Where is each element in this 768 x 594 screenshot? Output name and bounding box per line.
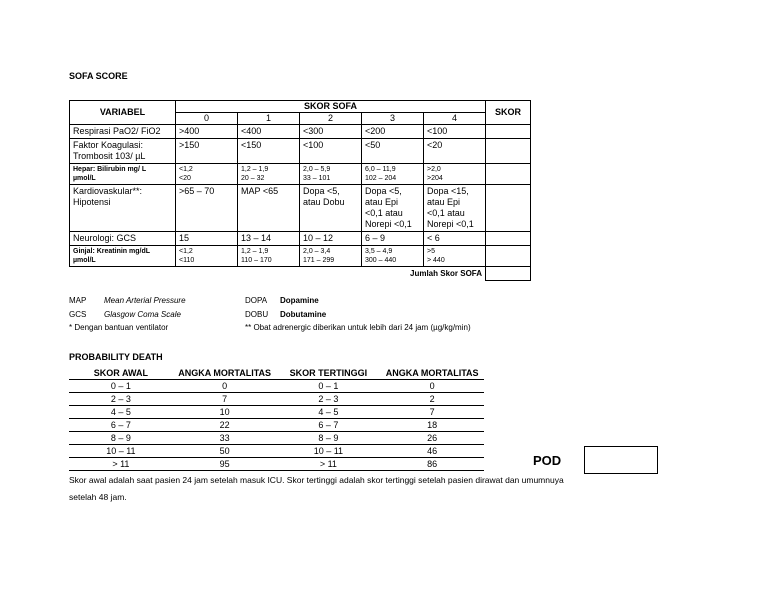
score-cell xyxy=(238,125,300,139)
probability-table xyxy=(69,367,484,471)
cell-line: Kardiovaskular**: xyxy=(73,186,143,196)
probability-title: PROBABILITY DEATH xyxy=(69,352,163,362)
sofa-title: SOFA SCORE xyxy=(69,71,128,81)
probability-cell: 8 – 9 xyxy=(277,432,381,445)
probability-cell: > 11 xyxy=(277,458,381,471)
probability-cell: 50 xyxy=(173,445,277,458)
cell-line: <150 xyxy=(241,140,262,150)
probability-cell: 4 – 5 xyxy=(277,406,381,419)
cell-line: 6,0 – 11,9 xyxy=(365,166,396,173)
skor-cell xyxy=(486,125,531,139)
cell-line: <20 xyxy=(179,175,191,182)
cell-line: Faktor Koagulasi: xyxy=(73,140,144,150)
probability-header: SKOR TERTINGGI xyxy=(277,367,381,380)
cell-line: atau Dobu xyxy=(303,197,345,207)
probability-row xyxy=(69,393,484,406)
probability-cell: > 11 xyxy=(69,458,173,471)
footnote: Skor awal adalah saat pasien 24 jam setelah masuk ICU. Skor tertinggi adalah skor tertinggi setelah pasien dirawat dan umumnuya setelah 48 jam. xyxy=(69,475,564,502)
variable-cell xyxy=(70,139,176,164)
score-cell xyxy=(238,139,300,164)
cell-line: 102 – 204 xyxy=(365,175,397,182)
header-variabel: VARIABEL xyxy=(70,101,176,125)
probability-header: ANGKA MORTALITAS xyxy=(173,367,277,380)
sofa-row xyxy=(70,246,531,267)
probability-cell: 18 xyxy=(380,419,484,432)
score-cell xyxy=(424,185,486,232)
cell-line: <50 xyxy=(365,140,381,150)
variable-cell xyxy=(70,232,176,246)
probability-cell: 0 – 1 xyxy=(277,380,381,393)
score-cell xyxy=(176,125,238,139)
cell-line: 1,2 – 1,9 xyxy=(241,248,269,255)
probability-cell: 0 – 1 xyxy=(69,380,173,393)
score-cell xyxy=(362,232,424,246)
score-cell xyxy=(362,246,424,267)
score-cell xyxy=(424,232,486,246)
score-cell xyxy=(300,164,362,185)
variable-cell xyxy=(70,164,176,185)
cell-line: 6 – 9 xyxy=(365,233,386,243)
score-cell xyxy=(424,139,486,164)
score-col-header: 2 xyxy=(300,113,362,125)
score-cell xyxy=(238,246,300,267)
probability-cell: 46 xyxy=(380,445,484,458)
skor-cell xyxy=(486,139,531,164)
pod-label: POD xyxy=(533,453,562,468)
probability-cell: 10 – 11 xyxy=(69,445,173,458)
cell-line: >204 xyxy=(427,175,443,182)
cell-line: <300 xyxy=(303,126,324,136)
probability-cell: 10 xyxy=(173,406,277,419)
cell-line: 1,2 – 1,9 xyxy=(241,166,269,173)
score-cell xyxy=(176,139,238,164)
sofa-row xyxy=(70,125,531,139)
cell-line: Respirasi PaO2/ FiO2 xyxy=(73,126,161,136)
probability-cell: 10 – 11 xyxy=(277,445,381,458)
probability-cell: 0 xyxy=(380,380,484,393)
cell-line: <1,2 xyxy=(179,248,193,255)
score-cell xyxy=(176,185,238,232)
score-cell xyxy=(238,232,300,246)
variable-cell xyxy=(70,125,176,139)
probability-cell: 2 – 3 xyxy=(69,393,173,406)
cell-line: Hepar: Bilirubin mg/ L xyxy=(73,166,147,173)
probability-cell: 7 xyxy=(380,406,484,419)
cell-line: >5 xyxy=(427,248,435,255)
cell-line: >2,0 xyxy=(427,166,441,173)
cell-line: Dopa <5, xyxy=(303,186,340,196)
score-cell xyxy=(362,164,424,185)
skor-cell xyxy=(486,164,531,185)
cell-line: Norepi <0,1 xyxy=(427,219,474,229)
cell-line: 110 – 170 xyxy=(241,257,272,264)
probability-cell: 26 xyxy=(380,432,484,445)
score-col-header: 3 xyxy=(362,113,424,125)
header-skor-sofa: SKOR SOFA xyxy=(176,101,486,113)
legend-ventilator-note: * Dengan bantuan ventilator xyxy=(69,323,169,332)
cell-line: 20 – 32 xyxy=(241,175,265,182)
cell-line: >150 xyxy=(179,140,200,150)
sofa-row xyxy=(70,185,531,232)
cell-line: Dopa <15, xyxy=(427,186,469,196)
legend-adrenergic-note: ** Obat adrenergic diberikan untuk lebih dari 24 jam (µg/kg/min) xyxy=(245,323,471,332)
sofa-score-table xyxy=(69,100,531,281)
cell-line: 2,0 – 3,4 xyxy=(303,248,331,255)
total-label: Jumlah Skor SOFA xyxy=(410,269,483,278)
variable-cell xyxy=(70,185,176,232)
header-skor: SKOR xyxy=(486,101,531,125)
skor-cell xyxy=(486,246,531,267)
legend-map-abbr: MAP xyxy=(69,296,87,305)
probability-cell: 2 – 3 xyxy=(277,393,381,406)
probability-row xyxy=(69,406,484,419)
cell-line: atau Epi xyxy=(427,197,461,207)
cell-line: MAP <65 xyxy=(241,186,279,196)
cell-line: 3,5 – 4,9 xyxy=(365,248,393,255)
cell-line: >400 xyxy=(179,126,200,136)
cell-line: Neurologi: GCS xyxy=(73,233,137,243)
cell-line: Ginjal: Kreatinin mg/dL xyxy=(73,248,151,255)
probability-header: SKOR AWAL xyxy=(69,367,173,380)
pod-input-box[interactable] xyxy=(584,446,658,474)
score-cell xyxy=(238,164,300,185)
cell-line: <0,1 atau xyxy=(427,208,465,218)
score-cell xyxy=(362,139,424,164)
probability-row xyxy=(69,458,484,471)
cell-line: <0,1 atau xyxy=(365,208,403,218)
probability-cell: 95 xyxy=(173,458,277,471)
probability-row xyxy=(69,445,484,458)
skor-cell xyxy=(486,185,531,232)
probability-row xyxy=(69,380,484,393)
probability-cell: 6 – 7 xyxy=(277,419,381,432)
cell-line: 13 – 14 xyxy=(241,233,272,243)
cell-line: Norepi <0,1 xyxy=(365,219,412,229)
score-cell xyxy=(362,125,424,139)
legend-gcs-abbr: GCS xyxy=(69,310,87,319)
score-col-header: 4 xyxy=(424,113,486,125)
cell-line: < 6 xyxy=(427,233,440,243)
score-cell xyxy=(300,125,362,139)
probability-row xyxy=(69,419,484,432)
cell-line: atau Epi xyxy=(365,197,399,207)
score-cell xyxy=(362,185,424,232)
skor-cell xyxy=(486,232,531,246)
probability-cell: 8 – 9 xyxy=(69,432,173,445)
cell-line: Dopa <5, xyxy=(365,186,402,196)
legend-map-text: Mean Arterial Pressure xyxy=(104,296,186,305)
probability-row xyxy=(69,432,484,445)
cell-line: <1,2 xyxy=(179,166,193,173)
cell-line: µmol/L xyxy=(73,257,96,264)
cell-line: 2,0 – 5,9 xyxy=(303,166,331,173)
cell-line: 15 xyxy=(179,233,190,243)
cell-line: <100 xyxy=(303,140,324,150)
score-cell xyxy=(424,246,486,267)
score-cell xyxy=(176,232,238,246)
score-cell xyxy=(176,164,238,185)
legend-gcs-text: Glasgow Coma Scale xyxy=(104,310,181,319)
probability-cell: 86 xyxy=(380,458,484,471)
probability-cell: 33 xyxy=(173,432,277,445)
sofa-row xyxy=(70,232,531,246)
legend-dobu-text: Dobutamine xyxy=(280,310,327,319)
score-cell xyxy=(300,232,362,246)
score-cell xyxy=(300,185,362,232)
cell-line: >65 – 70 xyxy=(179,186,215,196)
cell-line: <100 xyxy=(427,126,448,136)
score-cell xyxy=(238,185,300,232)
score-cell xyxy=(424,164,486,185)
cell-line: 300 – 440 xyxy=(365,257,397,264)
score-cell xyxy=(300,139,362,164)
probability-cell: 7 xyxy=(173,393,277,406)
sofa-row xyxy=(70,139,531,164)
cell-line: Trombosit 103/ µL xyxy=(73,151,146,161)
cell-line: Hipotensi xyxy=(73,197,111,207)
cell-line: <200 xyxy=(365,126,386,136)
cell-line: <400 xyxy=(241,126,262,136)
cell-line: <110 xyxy=(179,257,195,264)
score-cell xyxy=(300,246,362,267)
variable-cell xyxy=(70,246,176,267)
legend-dopa-abbr: DOPA xyxy=(245,296,268,305)
score-col-header: 1 xyxy=(238,113,300,125)
cell-line: 33 – 101 xyxy=(303,175,331,182)
probability-cell: 4 – 5 xyxy=(69,406,173,419)
probability-cell: 22 xyxy=(173,419,277,432)
probability-cell: 6 – 7 xyxy=(69,419,173,432)
legend-dopa-text: Dopamine xyxy=(280,296,319,305)
score-cell xyxy=(176,246,238,267)
cell-line: <20 xyxy=(427,140,443,150)
score-col-header: 0 xyxy=(176,113,238,125)
total-row xyxy=(70,267,531,281)
legend-dobu-abbr: DOBU xyxy=(245,310,269,319)
probability-header: ANGKA MORTALITAS xyxy=(380,367,484,380)
probability-cell: 2 xyxy=(380,393,484,406)
cell-line: 171 – 299 xyxy=(303,257,335,264)
cell-line: > 440 xyxy=(427,257,445,264)
cell-line: µmol/L xyxy=(73,175,96,182)
probability-cell: 0 xyxy=(173,380,277,393)
score-cell xyxy=(424,125,486,139)
sofa-row xyxy=(70,164,531,185)
cell-line: 10 – 12 xyxy=(303,233,334,243)
total-skor-cell[interactable] xyxy=(486,267,531,281)
